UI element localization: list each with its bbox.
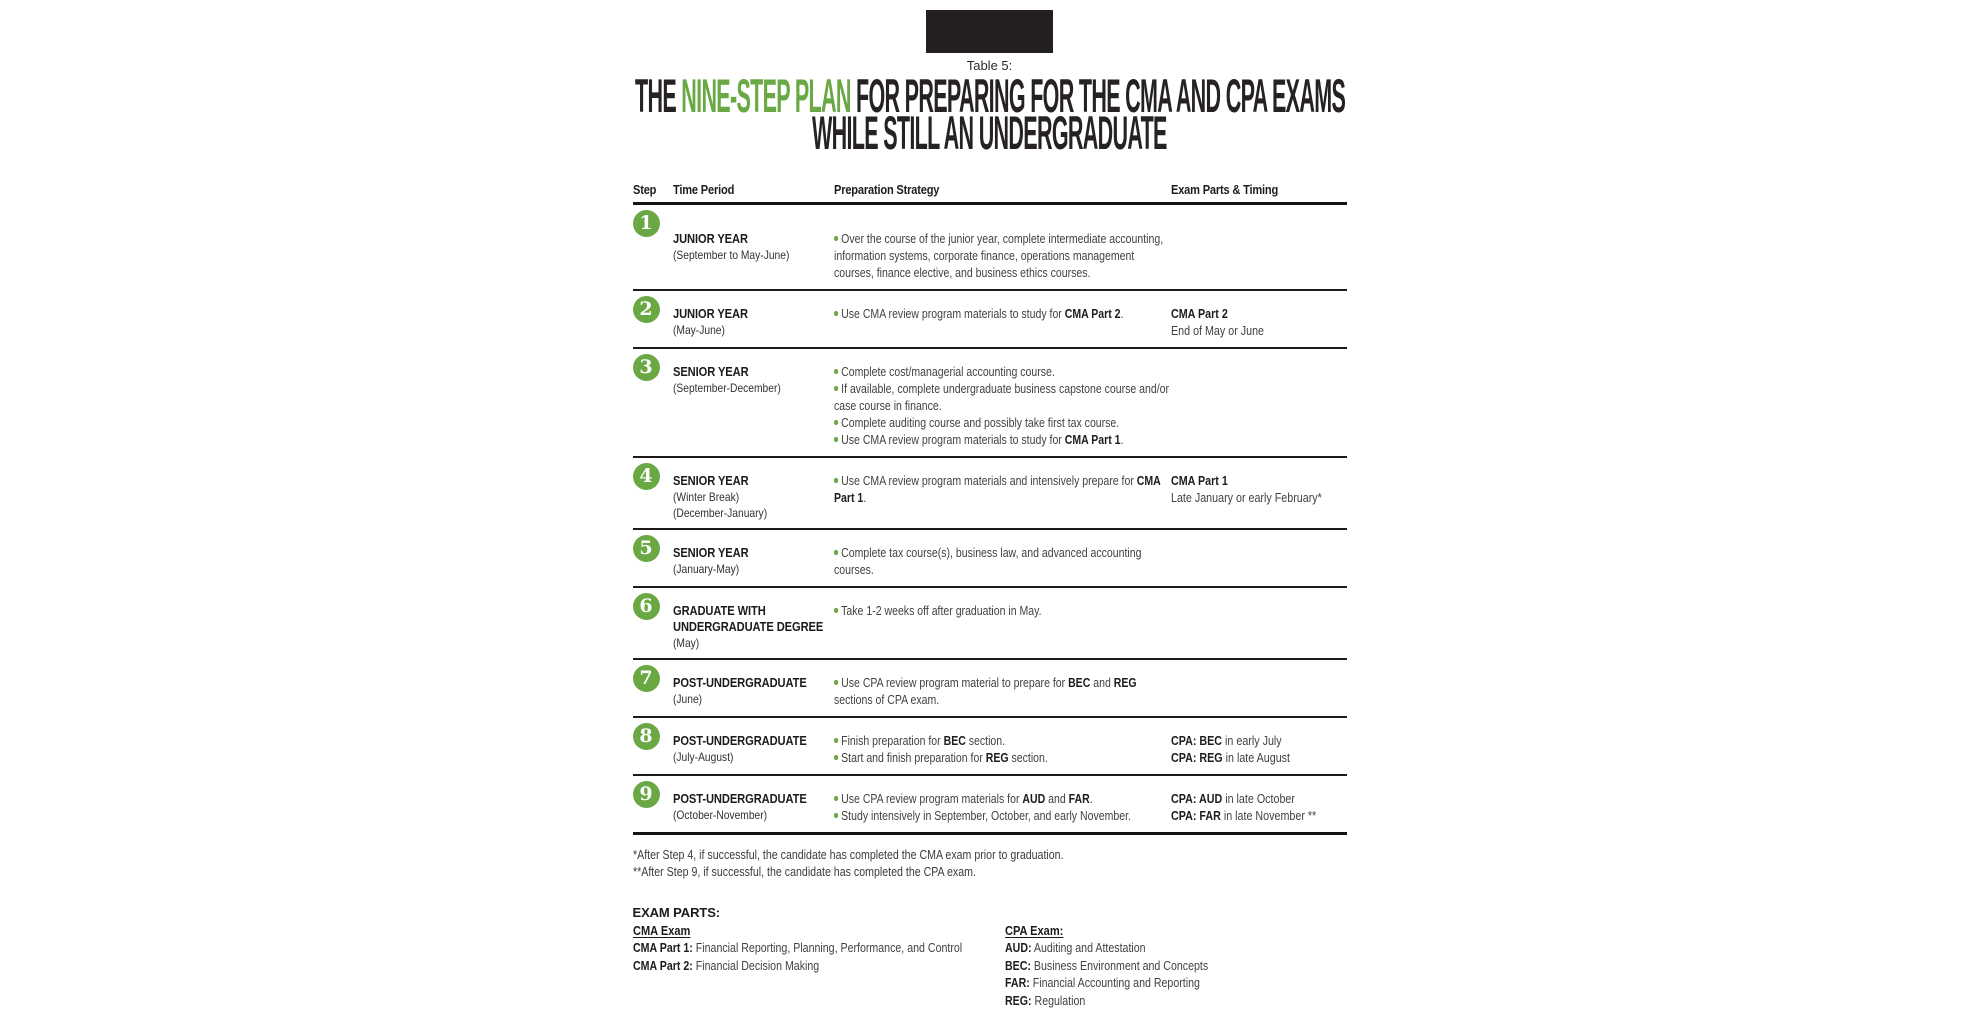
nine-step-plan-table <box>633 183 1347 835</box>
time-period-sub: (Winter Break) <box>673 490 834 505</box>
step-number-badge: 8 <box>633 723 660 750</box>
bullet-icon <box>834 796 838 801</box>
time-period-cell <box>673 231 834 282</box>
step-number-badge: 4 <box>633 463 660 490</box>
bullet-icon <box>834 738 838 743</box>
time-period-cell <box>673 675 834 709</box>
time-period-sub: (June) <box>673 692 834 707</box>
exam-timing-line: End of May or June <box>1171 323 1347 340</box>
time-period-title: JUNIOR YEAR <box>673 231 834 247</box>
time-period-sub: (December-January) <box>673 506 834 521</box>
step-cell <box>633 791 673 825</box>
preparation-strategy-cell <box>834 231 1171 282</box>
time-period-cell <box>673 545 834 579</box>
time-period-sub: (September-December) <box>673 381 834 396</box>
prep-bullet-item: Complete cost/managerial accounting course. <box>834 364 1171 381</box>
exam-parts-timing-cell <box>1171 306 1347 340</box>
time-period-cell <box>673 306 834 340</box>
exam-timing-line: Late January or early February* <box>1171 490 1347 507</box>
time-period-title: JUNIOR YEAR <box>673 306 834 322</box>
cma-exam-column <box>633 922 1005 1010</box>
column-header-preparation-strategy: Preparation Strategy <box>834 183 1171 197</box>
preparation-strategy-cell <box>834 791 1171 825</box>
exam-timing-line: CMA Part 1 <box>1171 473 1347 490</box>
step-number-badge: 5 <box>633 535 660 562</box>
exam-parts-timing-cell <box>1171 364 1347 449</box>
footnotes <box>633 847 1347 881</box>
plan-table-body <box>633 205 1347 835</box>
exam-parts-columns <box>633 922 1347 1010</box>
bullet-icon <box>834 386 838 391</box>
cpa-section-item: BEC: Business Environment and Concepts <box>1005 958 1362 976</box>
exam-parts-timing-cell <box>1171 231 1347 282</box>
bullet-icon <box>834 755 838 760</box>
redacted-logo-block <box>926 10 1053 53</box>
time-period-cell <box>673 603 834 651</box>
bullet-icon <box>834 550 838 555</box>
step-number-badge: 3 <box>633 354 660 381</box>
step-number-badge: 1 <box>633 210 660 237</box>
time-period-title: POST-UNDERGRADUATE <box>673 791 834 807</box>
table-row <box>633 205 1347 291</box>
prep-bullet-item: Use CMA review program materials and intensively prepare for CMA Part 1. <box>834 473 1171 507</box>
time-period-sub: (January-May) <box>673 562 834 577</box>
bullet-icon <box>834 420 838 425</box>
bullet-icon <box>834 813 838 818</box>
preparation-strategy-cell <box>834 473 1171 521</box>
preparation-strategy-cell <box>834 603 1171 651</box>
time-period-title: SENIOR YEAR <box>673 545 834 561</box>
prep-bullet-item: Use CMA review program materials to study for CMA Part 2. <box>834 306 1171 323</box>
prep-bullet-item: Use CPA review program materials for AUD and FAR. <box>834 791 1171 808</box>
table-row <box>633 458 1347 530</box>
exam-timing-line: CPA: AUD in late October <box>1171 791 1347 808</box>
time-period-sub: (September to May-June) <box>673 248 834 263</box>
prep-bullet-item: Use CMA review program materials to study for CMA Part 1. <box>834 432 1171 449</box>
step-cell <box>633 231 673 282</box>
cma-part-item: CMA Part 1: Financial Reporting, Planning, Performance, and Control <box>633 940 990 958</box>
step-cell <box>633 675 673 709</box>
exam-parts-heading: EXAM PARTS: <box>633 905 1347 920</box>
bullet-icon <box>834 369 838 374</box>
prep-bullet-item: If available, complete undergraduate business capstone course and/or case course in finance. <box>834 381 1171 415</box>
time-period-cell <box>673 473 834 521</box>
footnote-step4: *After Step 4, if successful, the candidate has completed the CMA exam prior to graduation. <box>633 847 1347 864</box>
exam-parts-timing-cell <box>1171 733 1347 767</box>
preparation-strategy-cell <box>834 733 1171 767</box>
step-number-badge: 9 <box>633 781 660 808</box>
time-period-title: POST-UNDERGRADUATE <box>673 733 834 749</box>
exam-timing-line: CPA: REG in late August <box>1171 750 1347 767</box>
step-cell <box>633 603 673 651</box>
step-number-badge: 7 <box>633 665 660 692</box>
page-title-line2-text: WHILE STILL AN UNDERGRADUATE <box>812 114 1167 151</box>
cma-part-item: CMA Part 2: Financial Decision Making <box>633 958 990 976</box>
time-period-title: POST-UNDERGRADUATE <box>673 675 834 691</box>
step-cell <box>633 545 673 579</box>
prep-bullet-item: Use CPA review program material to prepare for BEC and REG sections of CPA exam. <box>834 675 1171 709</box>
page-title-line1-text: THE NINE-STEP PLAN FOR PREPARING FOR THE CMA AND CPA EXAMS <box>635 77 1345 114</box>
table-row <box>633 660 1347 718</box>
bullet-icon <box>834 311 838 316</box>
time-period-sub: (July-August) <box>673 750 834 765</box>
cpa-exam-column <box>1005 922 1425 1010</box>
step-number-badge: 6 <box>633 593 660 620</box>
step-cell <box>633 473 673 521</box>
time-period-sub: (May-June) <box>673 323 834 338</box>
table-row <box>633 349 1347 458</box>
cpa-section-item: REG: Regulation <box>1005 993 1362 1010</box>
preparation-strategy-cell <box>834 545 1171 579</box>
table-row <box>633 530 1347 588</box>
exam-timing-line: CMA Part 2 <box>1171 306 1347 323</box>
cpa-exam-items <box>1005 940 1362 1010</box>
table-row <box>633 718 1347 776</box>
page-title-line2 <box>812 114 1167 151</box>
exam-parts-legend <box>633 905 1347 1010</box>
footnote-step9: **After Step 9, if successful, the candidate has completed the CPA exam. <box>633 864 1347 881</box>
prep-bullet-item: Over the course of the junior year, complete intermediate accounting, information systems, corporate finance, operations management courses, finance elective, and business ethics courses. <box>834 231 1171 282</box>
cpa-section-item: AUD: Auditing and Attestation <box>1005 940 1362 958</box>
table-number-label: Table 5: <box>617 58 1363 74</box>
bullet-icon <box>834 437 838 442</box>
prep-bullet-item: Finish preparation for BEC section. <box>834 733 1171 750</box>
exam-parts-timing-cell <box>1171 675 1347 709</box>
prep-bullet-item: Complete auditing course and possibly take first tax course. <box>834 415 1171 432</box>
time-period-title: GRADUATE WITH UNDERGRADUATE DEGREE <box>673 603 834 635</box>
bullet-icon <box>834 236 838 241</box>
cpa-section-item: FAR: Financial Accounting and Reporting <box>1005 975 1362 993</box>
preparation-strategy-cell <box>834 306 1171 340</box>
step-cell <box>633 733 673 767</box>
time-period-title: SENIOR YEAR <box>673 364 834 380</box>
time-period-sub: (May) <box>673 636 834 651</box>
exam-parts-timing-cell <box>1171 545 1347 579</box>
table-header-row <box>633 183 1347 205</box>
time-period-cell <box>673 733 834 767</box>
exam-parts-timing-cell <box>1171 473 1347 521</box>
exam-parts-timing-cell <box>1171 603 1347 651</box>
bullet-icon <box>834 478 838 483</box>
column-header-step: Step <box>633 183 673 197</box>
time-period-cell <box>673 791 834 825</box>
step-cell <box>633 364 673 449</box>
time-period-cell <box>673 364 834 449</box>
page-title <box>617 77 1363 151</box>
exam-timing-line: CPA: BEC in early July <box>1171 733 1347 750</box>
step-number-badge: 2 <box>633 296 660 323</box>
cpa-exam-title: CPA Exam: <box>1005 922 1362 940</box>
preparation-strategy-cell <box>834 364 1171 449</box>
column-header-time-period: Time Period <box>673 183 834 197</box>
table-row <box>633 588 1347 660</box>
prep-bullet-item: Start and finish preparation for REG section. <box>834 750 1171 767</box>
exam-parts-timing-cell <box>1171 791 1347 825</box>
document-page <box>617 10 1363 948</box>
bullet-icon <box>834 680 838 685</box>
time-period-title: SENIOR YEAR <box>673 473 834 489</box>
prep-bullet-item: Study intensively in September, October, and early November. <box>834 808 1171 825</box>
cma-exam-title: CMA Exam <box>633 922 990 940</box>
time-period-sub: (October-November) <box>673 808 834 823</box>
cma-exam-items <box>633 940 990 975</box>
prep-bullet-item: Take 1-2 weeks off after graduation in May. <box>834 603 1171 620</box>
table-row <box>633 776 1347 835</box>
prep-bullet-item: Complete tax course(s), business law, and advanced accounting courses. <box>834 545 1171 579</box>
step-cell <box>633 306 673 340</box>
exam-timing-line: CPA: FAR in late November ** <box>1171 808 1347 825</box>
column-header-exam-parts-timing: Exam Parts & Timing <box>1171 183 1347 197</box>
preparation-strategy-cell <box>834 675 1171 709</box>
bullet-icon <box>834 608 838 613</box>
table-row <box>633 291 1347 349</box>
